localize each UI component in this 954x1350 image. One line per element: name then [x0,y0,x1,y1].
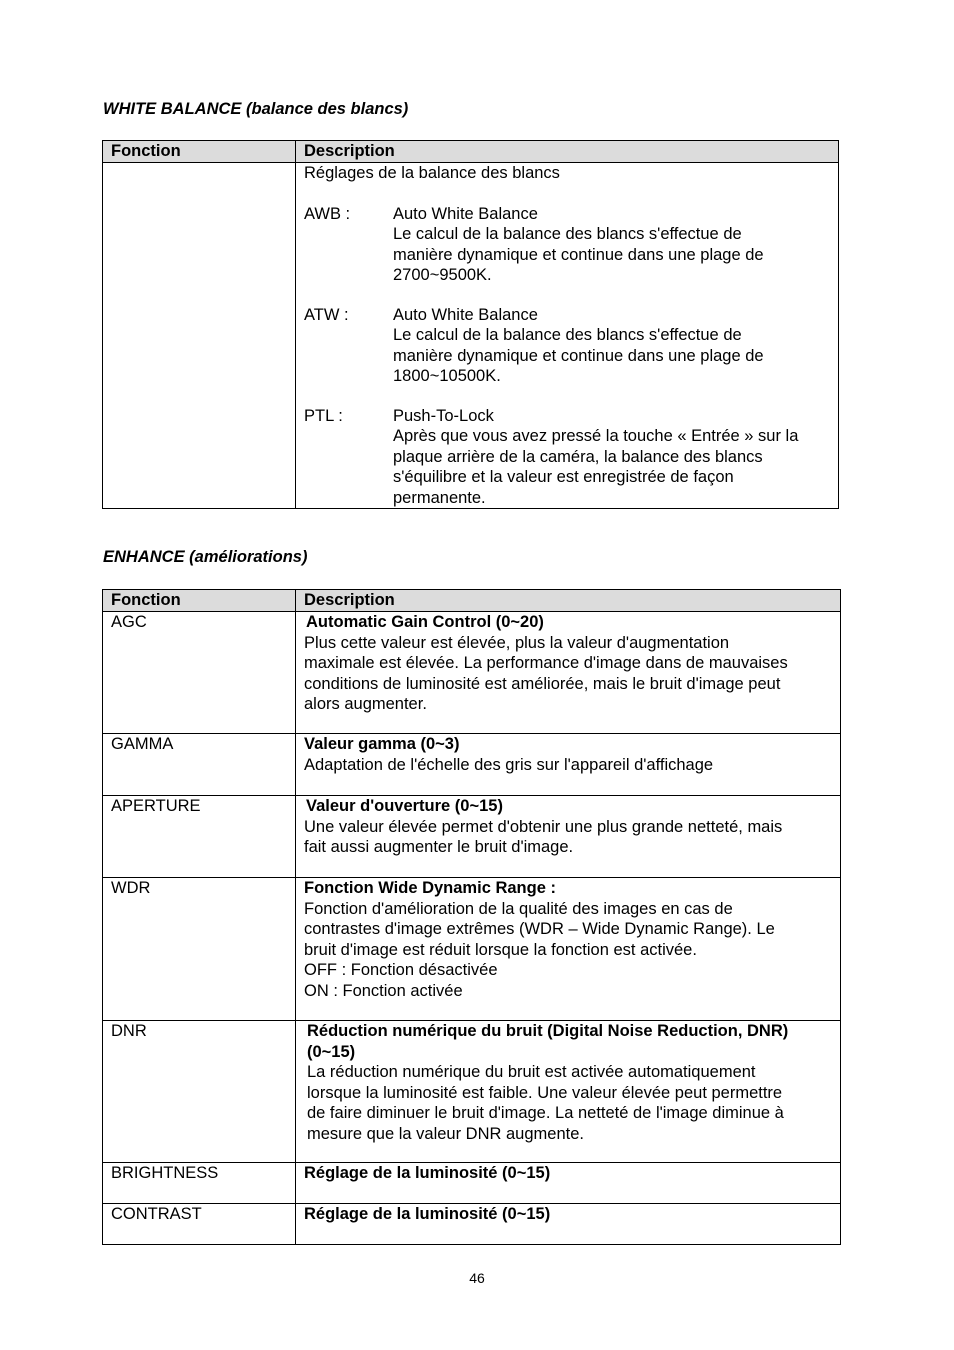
enh-heading-cont: (0~15) [307,1042,356,1061]
wb-entry-key: ATW : [304,305,349,324]
enh-desc [296,1021,841,1163]
enh-header-fonction: Fonction [103,590,296,612]
enh-heading: Fonction Wide Dynamic Range : [304,879,556,897]
enh-fn: AGC [103,612,296,734]
wb-fonction-cell [103,163,296,509]
wb-header-fonction: Fonction [103,141,296,163]
wb-entry-line: manière dynamique et continue dans une plage de [393,245,764,264]
enh-line: mesure que la valeur DNR augmente. [307,1124,584,1143]
enh-header-description: Description [296,590,841,612]
wb-entry-key: AWB : [304,204,351,223]
wb-entry-key: PTL : [304,406,343,425]
wb-entry-line: s'équilibre et la valeur est enregistrée de façon [393,468,734,486]
enh-heading: Valeur d'ouverture (0~15) [306,797,503,815]
enh-row-dnr [103,1021,841,1163]
enh-line: fait aussi augmenter le bruit d'image. [304,838,574,856]
enh-line: de faire diminuer le bruit d'image. La netteté de l'image diminue à [307,1104,784,1122]
enh-fn: DNR [103,1021,296,1163]
enh-fn: WDR [103,878,296,1021]
wb-entry-name: Push-To-Lock [393,406,494,425]
enh-fn: CONTRAST [103,1204,296,1245]
enh-line: alors augmenter. [304,695,427,713]
wb-entry-line: plaque arrière de la caméra, la balance des blancs [393,447,763,466]
enh-row-wdr [103,878,841,1021]
enh-line: Adaptation de l'échelle des gris sur l'appareil d'affichage [304,755,714,774]
wb-entry-ptl [304,406,838,509]
enh-heading: Réduction numérique du bruit (Digital Noise Reduction, DNR) [307,1022,789,1040]
wb-entry-name: Auto White Balance [393,305,538,324]
enh-desc [296,878,841,1021]
enh-line: OFF : Fonction désactivée [304,961,498,979]
enhance-table [102,589,841,1245]
wb-entry-name: Auto White Balance [393,204,538,223]
enh-line: maximale est élevée. La performance d'image dans de mauvaises [304,654,788,672]
enh-row-aperture [103,796,841,878]
enh-desc [296,612,841,734]
enh-line: contrastes d'image extrêmes (WDR – Wide Dynamic Range). Le [304,920,775,938]
page-number: 46 [469,1270,485,1286]
white-balance-title: WHITE BALANCE (balance des blancs) [103,100,409,118]
enh-line: La réduction numérique du bruit est activée automatiquement [307,1063,756,1081]
enh-line: Une valeur élevée permet d'obtenir une plus grande netteté, mais [304,817,783,836]
enh-fn: BRIGHTNESS [103,1163,296,1204]
enh-line: bruit d'image est réduit lorsque la fonction est activée. [304,940,697,959]
wb-header-description: Description [296,141,839,163]
enh-desc [296,1204,841,1245]
wb-entry-line: Après que vous avez pressé la touche « Entrée » sur la [393,427,799,445]
enhance-title: ENHANCE (améliorations) [103,548,308,566]
enh-row-agc [103,612,841,734]
enh-line: ON : Fonction activée [304,981,463,1000]
enh-line: Plus cette valeur est élevée, plus la valeur d'augmentation [304,633,730,652]
wb-entry-awb [304,204,838,286]
enh-row-contrast [103,1204,841,1245]
enh-desc [296,734,841,796]
enh-heading: Automatic Gain Control (0~20) [306,613,544,631]
wb-entry-line: Le calcul de la balance des blancs s'effectue de [393,225,742,243]
wb-entry-line: 1800~10500K. [393,367,501,385]
enh-row-brightness [103,1163,841,1204]
wb-entry-line: 2700~9500K. [393,266,492,284]
enh-fn: APERTURE [103,796,296,878]
white-balance-table [102,140,839,509]
enh-line: lorsque la luminosité est faible. Une valeur élevée peut permettre [307,1083,783,1102]
wb-entry-line: permanente. [393,488,486,507]
enh-desc [296,796,841,878]
wb-entry-line: Le calcul de la balance des blancs s'effectue de [393,326,742,344]
enh-desc [296,1163,841,1204]
enh-row-gamma [103,734,841,796]
enh-heading: Valeur gamma (0~3) [304,735,460,753]
enh-heading: Réglage de la luminosité (0~15) [304,1205,551,1223]
wb-entry-line: manière dynamique et continue dans une plage de [393,346,764,365]
wb-intro: Réglages de la balance des blancs [304,164,560,182]
enh-fn: GAMMA [103,734,296,796]
enh-line: conditions de luminosité est améliorée, mais le bruit d'image peut [304,674,781,693]
wb-entry-atw [304,305,838,387]
enh-heading: Réglage de la luminosité (0~15) [304,1164,551,1182]
wb-description-cell [296,163,839,509]
enh-line: Fonction d'amélioration de la qualité des images en cas de [304,899,733,918]
